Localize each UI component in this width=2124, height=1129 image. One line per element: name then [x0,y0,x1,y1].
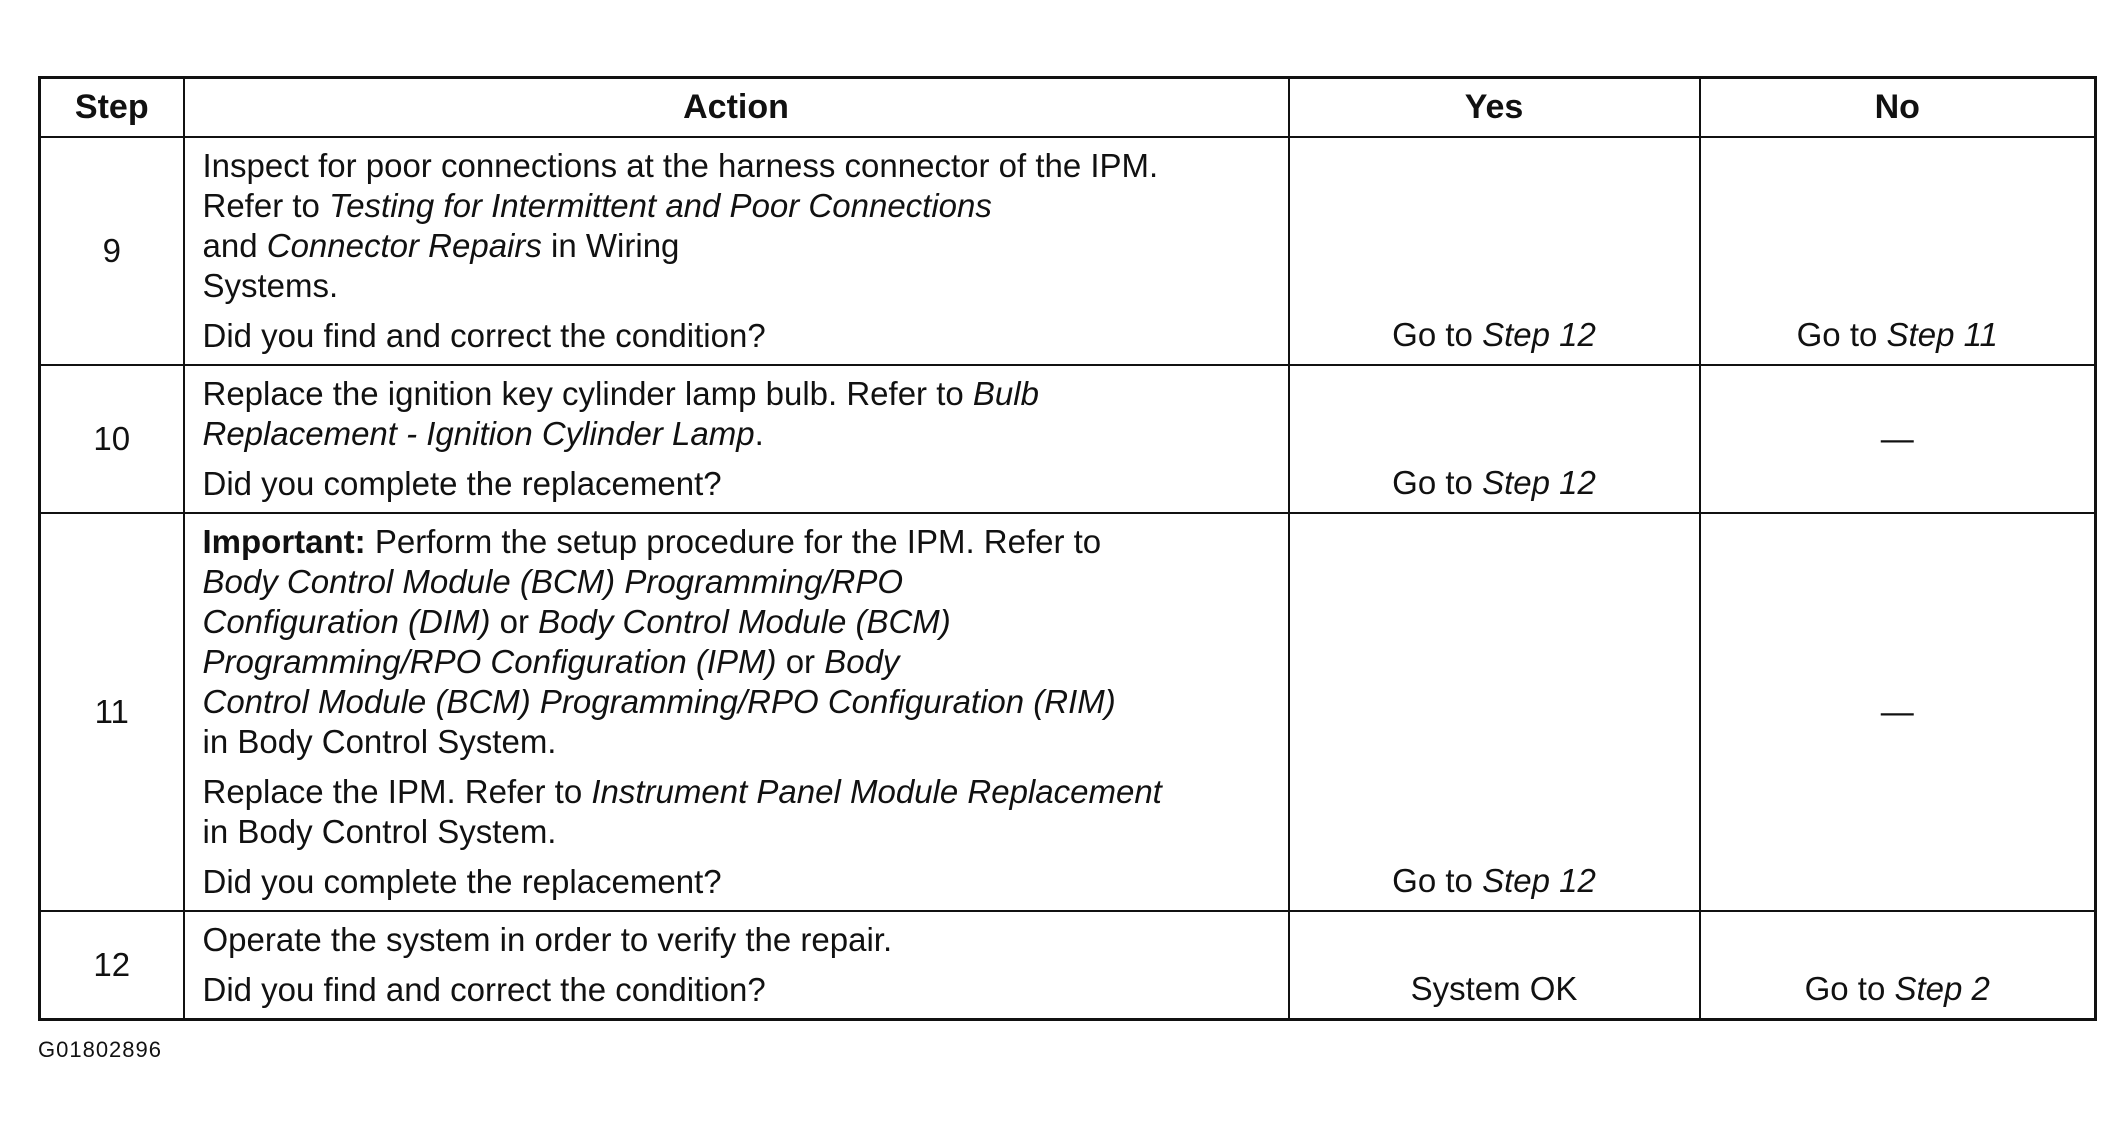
table-row [40,513,2096,911]
yes-cell: System OK [1289,911,1700,1020]
action-cell [184,513,1289,911]
no-prefix: Go to [1804,970,1895,1007]
action-paragraph [203,522,1278,762]
action-text: Inspect for poor connections at the harness connector of the IPM. [202,147,1159,184]
action-paragraph [203,772,1278,852]
no-cell [1700,911,2096,1020]
action-text: Replace the ignition key cylinder lamp bulb. Refer to [202,375,973,412]
action-paragraph [203,374,1278,454]
no-cell [1700,137,2096,365]
action-question: Did you find and correct the condition? [202,971,766,1008]
step-number: 12 [40,911,184,1020]
no-prefix: Go to [1796,316,1887,353]
reference-link: Instrument Panel Module Replacement [591,773,1162,810]
step-reference: Step 2 [1894,970,1990,1007]
step-reference: Step 11 [1886,316,1998,353]
yes-cell [1289,513,1700,911]
action-text: Systems. [202,267,339,304]
action-text: and [202,227,267,264]
action-paragraph [203,146,1278,306]
reference-link: Testing for Intermittent and Poor Connections [329,187,992,224]
header-yes: Yes [1289,78,1700,138]
important-label: Important: [202,523,366,560]
no-cell: — [1700,513,2096,911]
reference-link: Control Module (BCM) Programming/RPO Configuration (RIM) [202,683,1116,720]
action-text: Refer to [202,187,330,224]
table-row [40,137,2096,365]
yes-cell [1289,137,1700,365]
action-text: in Body Control System. [202,723,557,760]
header-action: Action [184,78,1289,138]
action-cell [184,137,1289,365]
action-cell [184,911,1289,1020]
reference-link: Configuration (DIM) [202,603,491,640]
action-paragraph: Operate the system in order to verify the repair. [202,921,893,958]
header-no: No [1700,78,2096,138]
reference-link: Body [824,643,900,680]
yes-prefix: Go to [1392,464,1483,501]
action-text: Replace the IPM. Refer to [202,773,592,810]
reference-link: Replacement - Ignition Cylinder Lamp [202,415,755,452]
yes-prefix: Go to [1392,316,1483,353]
action-text: Perform the setup procedure for the IPM. Refer to [365,523,1102,560]
header-row [40,78,2096,138]
step-number: 11 [40,513,184,911]
step-reference: Step 12 [1482,464,1596,501]
action-text: or [490,603,539,640]
action-text: . [754,415,764,452]
action-question: Did you complete the replacement? [202,465,722,502]
action-question: Did you find and correct the condition? [202,317,766,354]
step-number: 9 [40,137,184,365]
reference-link: Programming/RPO Configuration (IPM) [202,643,777,680]
step-number: 10 [40,365,184,513]
table-row [40,365,2096,513]
reference-link: Bulb [972,375,1039,412]
action-cell [184,365,1289,513]
action-text: in Body Control System. [202,813,557,850]
step-reference: Step 12 [1482,862,1596,899]
header-step: Step [40,78,184,138]
diagnostic-table [38,76,2097,1021]
step-reference: Step 12 [1482,316,1596,353]
reference-link: Connector Repairs [266,227,542,264]
table-row [40,911,2096,1020]
reference-link: Body Control Module (BCM) Programming/RPO [202,563,904,600]
reference-link: Body Control Module (BCM) [538,603,951,640]
yes-cell [1289,365,1700,513]
yes-prefix: Go to [1392,862,1483,899]
no-cell: — [1700,365,2096,513]
action-text: in Wiring [541,227,680,264]
action-question: Did you complete the replacement? [202,863,722,900]
action-text: or [776,643,825,680]
figure-id: G01802896 [38,1037,162,1062]
